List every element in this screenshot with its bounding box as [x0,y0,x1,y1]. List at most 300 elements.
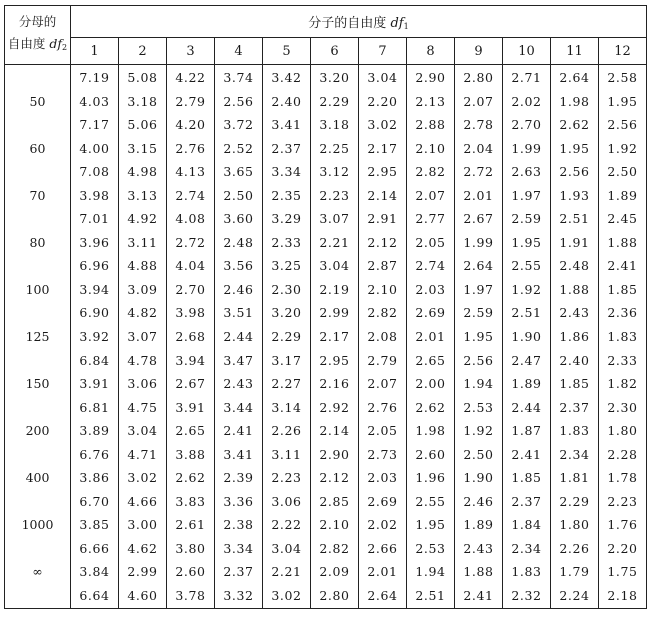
data-column-2 [119,65,167,609]
table-cell: 3.15 [127,140,158,156]
table-cell: 2.50 [223,187,254,203]
table-cell: 3.88 [175,446,206,462]
table-cell: 6.76 [79,446,110,462]
table-cell: 3.34 [223,540,254,556]
table-cell: 2.91 [367,211,398,227]
table-cell: 1.75 [607,564,638,580]
table-cell: 3.91 [175,399,206,415]
table-cell: 3.04 [271,540,302,556]
table-cell: 2.39 [223,470,254,486]
column-header-2: 2 [119,38,167,65]
table-cell: 1.79 [559,564,590,580]
table-cell: 1.91 [559,234,590,250]
table-cell: 2.01 [415,329,446,345]
table-cell: 2.19 [319,281,350,297]
table-cell: 2.80 [319,588,350,604]
table-cell: 1.88 [463,564,494,580]
table-cell: 2.22 [271,517,302,533]
data-column-11 [551,65,599,609]
table-cell: 2.70 [511,117,542,133]
table-cell: 4.03 [79,93,110,109]
table-cell: 2.62 [175,470,206,486]
table-cell: 5.06 [127,117,158,133]
table-cell: 2.44 [511,399,542,415]
row-label-spacer [5,301,70,325]
table-cell: 3.00 [127,517,158,533]
table-cell: 2.40 [271,93,302,109]
table-cell: 6.84 [79,352,110,368]
table-cell: 4.78 [127,352,158,368]
row-label-spacer [5,396,70,420]
table-cell: 2.67 [463,211,494,227]
table-cell: 1.81 [559,470,590,486]
table-cell: 2.69 [367,493,398,509]
table-cell: 3.91 [79,376,110,392]
table-cell: 2.01 [367,564,398,580]
table-cell: 2.44 [223,329,254,345]
table-cell: 7.01 [79,211,110,227]
table-cell: 2.76 [175,140,206,156]
table-cell: 1.95 [511,234,542,250]
table-cell: 2.07 [463,93,494,109]
table-cell: 2.14 [367,187,398,203]
table-cell: 2.69 [415,305,446,321]
table-cell: 2.50 [463,446,494,462]
table-cell: 2.64 [367,588,398,604]
table-cell: 2.02 [367,517,398,533]
f-distribution-table [4,5,647,609]
table-cell: 2.00 [415,376,446,392]
table-cell: 2.50 [607,164,638,180]
table-cell: 1.90 [511,329,542,345]
table-cell: 2.79 [367,352,398,368]
table-cell: 2.99 [319,305,350,321]
table-cell: 2.70 [175,281,206,297]
table-cell: 3.89 [79,423,110,439]
row-label: 70 [29,187,46,203]
row-label: 100 [25,281,50,297]
table-cell: 3.29 [271,211,302,227]
table-cell: 2.46 [463,493,494,509]
table-cell: 2.66 [367,540,398,556]
table-cell: 4.20 [175,117,206,133]
table-cell: 2.26 [271,423,302,439]
table-cell: 1.85 [559,376,590,392]
table-cell: 1.76 [607,517,638,533]
row-label-spacer [5,584,70,608]
table-cell: 3.94 [79,281,110,297]
table-cell: 1.97 [511,187,542,203]
column-header-8: 8 [407,38,455,65]
table-cell: 3.20 [319,70,350,85]
numerator-df-symbol: df [390,16,404,31]
table-cell: 4.00 [79,140,110,156]
table-cell: 3.98 [79,187,110,203]
table-cell: 2.59 [511,211,542,227]
table-cell: 2.73 [367,446,398,462]
table-cell: 2.48 [223,234,254,250]
table-cell: 4.71 [127,446,158,462]
table-cell: 1.97 [463,281,494,297]
table-cell: 2.64 [559,70,590,85]
table-cell: 2.07 [415,187,446,203]
column-header-9: 9 [455,38,503,65]
table-cell: 4.66 [127,493,158,509]
table-cell: 4.75 [127,399,158,415]
table-cell: 3.25 [271,258,302,274]
table-cell: 2.65 [175,423,206,439]
table-cell: 2.56 [223,93,254,109]
table-cell: 4.22 [175,70,206,85]
row-label-spacer [5,254,70,278]
table-cell: 2.18 [607,588,638,604]
table-cell: 2.38 [223,517,254,533]
row-label-spacer [5,490,70,514]
table-cell: 1.80 [559,517,590,533]
table-cell: 2.24 [559,588,590,604]
table-cell: 2.20 [367,93,398,109]
table-cell: 2.74 [415,258,446,274]
table-cell: 2.28 [607,446,638,462]
table-cell: 2.37 [271,140,302,156]
table-cell: 6.66 [79,540,110,556]
table-cell: 2.95 [319,352,350,368]
table-cell: 2.56 [463,352,494,368]
table-cell: 2.02 [511,93,542,109]
column-header-row [5,38,647,65]
stub-header-line1: 分母的 [18,14,57,29]
table-cell: 2.33 [271,234,302,250]
table-cell: 2.08 [367,329,398,345]
table-cell: 2.67 [175,376,206,392]
table-cell: 2.03 [415,281,446,297]
table-cell: 3.42 [271,70,302,85]
table-cell: 4.98 [127,164,158,180]
table-cell: 2.72 [175,234,206,250]
table-cell: 2.47 [511,352,542,368]
table-cell: 3.60 [223,211,254,227]
table-cell: 3.04 [367,70,398,85]
data-column-12 [599,65,647,609]
table-cell: 1.89 [463,517,494,533]
table-cell: 1.99 [511,140,542,156]
table-cell: 2.23 [271,470,302,486]
table-cell: 3.47 [223,352,254,368]
column-header-12: 12 [599,38,647,65]
column-header-3: 3 [167,38,215,65]
table-cell: 3.78 [175,588,206,604]
table-cell: 3.06 [127,376,158,392]
table-cell: 1.80 [607,423,638,439]
table-cell: 3.07 [319,211,350,227]
table-cell: 2.51 [559,211,590,227]
table-cell: 2.29 [559,493,590,509]
data-column-10 [503,65,551,609]
table-cell: 2.58 [607,70,638,85]
table-cell: 3.86 [79,470,110,486]
table-cell: 1.84 [511,517,542,533]
table-cell: 2.53 [415,540,446,556]
column-header-6: 6 [311,38,359,65]
table-cell: 3.92 [79,329,110,345]
table-cell: 2.07 [367,376,398,392]
table-cell: 2.41 [223,423,254,439]
table-cell: 4.04 [175,258,206,274]
table-cell: 2.87 [367,258,398,274]
table-cell: 6.96 [79,258,110,274]
row-label: 150 [25,376,50,392]
table-cell: 2.41 [511,446,542,462]
table-cell: 2.03 [367,470,398,486]
table-cell: 3.44 [223,399,254,415]
table-cell: 2.74 [175,187,206,203]
table-cell: 2.27 [271,376,302,392]
table-cell: 3.02 [271,588,302,604]
table-cell: 2.04 [463,140,494,156]
table-cell: 2.90 [415,70,446,85]
table-cell: 3.72 [223,117,254,133]
table-cell: 1.85 [511,470,542,486]
table-cell: 2.51 [511,305,542,321]
table-cell: 2.95 [367,164,398,180]
table-cell: 2.88 [415,117,446,133]
table-cell: 1.85 [607,281,638,297]
table-cell: 1.89 [607,187,638,203]
table-cell: 2.82 [319,540,350,556]
table-cell: 3.84 [79,564,110,580]
data-column-9 [455,65,503,609]
table-cell: 1.95 [559,140,590,156]
table-cell: 1.95 [463,329,494,345]
table-cell: 1.92 [511,281,542,297]
table-cell: 1.83 [511,564,542,580]
table-cell: 2.01 [463,187,494,203]
table-cell: 2.30 [271,281,302,297]
column-header-11: 11 [551,38,599,65]
row-label-spacer [5,349,70,373]
table-cell: 2.32 [511,588,542,604]
table-cell: 2.80 [463,70,494,85]
table-cell: 2.46 [223,281,254,297]
table-cell: 1.98 [559,93,590,109]
table-cell: 3.51 [223,305,254,321]
table-cell: 2.10 [319,517,350,533]
table-cell: 2.60 [415,446,446,462]
table-cell: 1.96 [415,470,446,486]
table-cell: 2.12 [367,234,398,250]
table-cell: 2.10 [415,140,446,156]
row-label: 125 [25,329,50,345]
table-cell: 2.55 [511,258,542,274]
row-label: 200 [25,423,50,439]
table-cell: 2.72 [463,164,494,180]
row-label-spacer [5,113,70,137]
table-cell: 2.78 [463,117,494,133]
table-cell: 3.13 [127,187,158,203]
table-cell: 6.70 [79,493,110,509]
table-cell: 1.98 [415,423,446,439]
table-cell: 1.93 [559,187,590,203]
table-cell: 3.18 [319,117,350,133]
table-cell: 4.82 [127,305,158,321]
table-cell: 3.36 [223,493,254,509]
data-column-1 [71,65,119,609]
table-cell: 2.21 [319,234,350,250]
table-cell: 3.02 [127,470,158,486]
table-cell: 2.56 [607,117,638,133]
table-cell: 6.90 [79,305,110,321]
table-cell: 2.05 [367,423,398,439]
data-column-8 [407,65,455,609]
table-cell: 3.41 [271,117,302,133]
table-cell: 2.85 [319,493,350,509]
table-cell: 2.48 [559,258,590,274]
numerator-df-header [71,6,647,38]
column-header-7: 7 [359,38,407,65]
table-cell: 2.41 [607,258,638,274]
table-cell: 2.35 [271,187,302,203]
data-column-4 [215,65,263,609]
data-column-5 [263,65,311,609]
stub-header-sub: 2 [62,43,68,52]
table-cell: 2.21 [271,564,302,580]
data-column-7 [359,65,407,609]
table-cell: 2.13 [415,93,446,109]
table-cell: 2.99 [127,564,158,580]
table-cell: 2.43 [223,376,254,392]
table-cell: 1.99 [463,234,494,250]
table-cell: 2.76 [367,399,398,415]
table-cell: 1.92 [463,423,494,439]
table-cell: 4.92 [127,211,158,227]
table-cell: 1.94 [463,376,494,392]
table-cell: 3.83 [175,493,206,509]
table-cell: 1.89 [511,376,542,392]
table-cell: 2.30 [607,399,638,415]
row-label-spacer [5,443,70,467]
row-label: 60 [29,140,46,156]
table-cell: 7.08 [79,164,110,180]
table-cell: 2.17 [367,140,398,156]
table-cell: 7.17 [79,117,110,133]
table-cell: 2.26 [559,540,590,556]
table-cell: 2.29 [319,93,350,109]
row-label-spacer [5,537,70,561]
table-cell: 1.95 [607,93,638,109]
stub-header-label: 自由度 [7,36,46,51]
data-column-3 [167,65,215,609]
table-cell: 3.96 [79,234,110,250]
table-cell: 2.20 [607,540,638,556]
table-cell: 2.29 [271,329,302,345]
table-cell: 3.09 [127,281,158,297]
row-label: 80 [29,234,46,250]
table-cell: 1.83 [559,423,590,439]
table-cell: 1.83 [607,329,638,345]
table-cell: 1.82 [607,376,638,392]
table-cell: 3.65 [223,164,254,180]
table-cell: 3.32 [223,588,254,604]
table-cell: 4.88 [127,258,158,274]
table-cell: 2.62 [415,399,446,415]
table-cell: 2.45 [607,211,638,227]
table-cell: 2.65 [415,352,446,368]
table-cell: 3.12 [319,164,350,180]
table-cell: 2.60 [175,564,206,580]
table-cell: 2.71 [511,70,542,85]
table-cell: 3.98 [175,305,206,321]
table-cell: 3.56 [223,258,254,274]
table-cell: 4.62 [127,540,158,556]
table-cell: 2.37 [511,493,542,509]
table-cell: 2.51 [415,588,446,604]
table-cell: 2.40 [559,352,590,368]
row-label: 50 [29,93,46,109]
table-cell: 2.92 [319,399,350,415]
table-cell: 1.88 [559,281,590,297]
table-cell: 2.41 [463,588,494,604]
table-cell: 2.14 [319,423,350,439]
row-label-spacer [5,66,70,90]
stub-header-line2 [5,33,70,59]
row-label: ∞ [32,564,43,580]
table-cell: 1.92 [607,140,638,156]
f-distribution-table-container [4,5,647,609]
table-cell: 2.16 [319,376,350,392]
table-cell: 2.63 [511,164,542,180]
table-cell: 2.52 [223,140,254,156]
table-cell: 2.43 [559,305,590,321]
table-cell: 2.34 [511,540,542,556]
stub-header-df: df [49,36,63,51]
table-cell: 3.11 [127,234,158,250]
table-cell: 3.20 [271,305,302,321]
table-cell: 1.90 [463,470,494,486]
table-cell: 3.04 [319,258,350,274]
table-cell: 3.80 [175,540,206,556]
column-header-5: 5 [263,38,311,65]
row-label-spacer [5,207,70,231]
row-label: 400 [25,470,50,486]
table-cell: 2.34 [559,446,590,462]
table-cell: 1.88 [607,234,638,250]
table-cell: 3.17 [271,352,302,368]
table-cell: 1.78 [607,470,638,486]
row-label: 1000 [21,517,54,533]
column-header-1: 1 [71,38,119,65]
table-cell: 6.64 [79,588,110,604]
table-cell: 2.64 [463,258,494,274]
table-cell: 2.36 [607,305,638,321]
table-cell: 2.55 [415,493,446,509]
table-cell: 2.59 [463,305,494,321]
stub-header [5,6,71,65]
table-cell: 2.56 [559,164,590,180]
table-cell: 2.62 [559,117,590,133]
table-cell: 3.07 [127,329,158,345]
table-cell: 3.34 [271,164,302,180]
table-cell: 3.11 [271,446,302,462]
table-cell: 3.18 [127,93,158,109]
table-cell: 5.08 [127,70,158,85]
table-cell: 2.82 [367,305,398,321]
table-cell: 1.94 [415,564,446,580]
numerator-df-sub: 1 [403,22,409,31]
table-cell: 2.82 [415,164,446,180]
table-cell: 7.19 [79,70,110,85]
table-cell: 3.14 [271,399,302,415]
table-cell: 2.37 [223,564,254,580]
